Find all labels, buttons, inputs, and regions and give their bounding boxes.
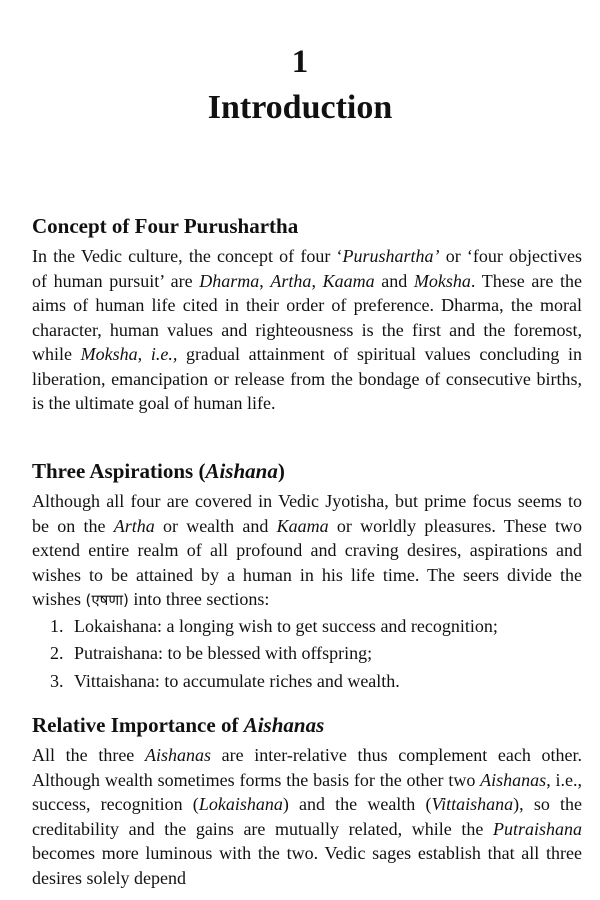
section-heading: Relative Importance of Aishanas — [32, 713, 325, 737]
italic-term: Putraishana — [492, 818, 582, 839]
italic-term: Artha — [270, 270, 312, 291]
italic-term: Kaama — [322, 270, 375, 291]
italic-term: Dharma — [199, 270, 260, 291]
italic-term: Vittaishana — [431, 794, 514, 814]
italic-term: Moksha — [413, 270, 471, 291]
list-item: 3. Vittaishana: to accumulate riches and wealth. — [50, 670, 400, 691]
chapter-title: Introduction — [207, 89, 393, 126]
italic-term: Kaama — [276, 515, 329, 536]
italic-term: Moksha, i.e., — [80, 344, 178, 364]
italic-term: Purushartha’ — [342, 246, 440, 266]
sanskrit-term: (एषणा) — [85, 591, 129, 609]
italic-term: Aishanas — [243, 713, 325, 737]
section-paragraph: In the Vedic culture, the concept of four ‘Purushartha’ or ‘four objectives of human pursuit’ are Dharma, Artha, Kaama and Moksha. These are the aims of human life cited in their order of preference. Dharma, the moral character, human values and righteousness is the first and the foremost, while Moksha, i.e., gradual attainment of spiritual values concluding in liberation, emancipation or release from the bondage of consecutive births, is the ultimate goal of human life. — [32, 246, 583, 413]
section-paragraph: Although all four are covered in Vedic Jyotisha, but prime focus seems to be on the Artha or wealth and Kaama or worldly pleasures. These two extend entire realm of all profound and craving desires, aspirations and wishes to be attained by a human in his life time. The seers divide the wishes (एषणा) into three sections: — [32, 491, 582, 609]
section-three-aspirations — [32, 457, 582, 695]
italic-term: Aishanas — [144, 745, 211, 765]
italic-term: Artha — [113, 515, 155, 536]
italic-term: Lokaishana — [198, 794, 283, 814]
section-four-purushartha — [32, 212, 582, 416]
list-item: 1. Lokaishana: a longing wish to get success and recognition; — [50, 615, 498, 636]
section-heading: Three Aspirations (Aishana) — [32, 459, 285, 483]
section-heading: Concept of Four Purushartha — [32, 214, 299, 238]
list-item: 2. Putraishana: to be blessed with offspring; — [50, 643, 373, 663]
aishana-list — [32, 613, 582, 696]
chapter-number: 1 — [291, 44, 309, 80]
section-relative-importance — [32, 711, 582, 890]
section-paragraph: All the three Aishanas are inter-relative thus complement each other. Although wealth sometimes forms the basis for the other two Aishanas, i.e., success, recognition (Lokaishana) and the wealth (Vittaishana), so the creditability and the gains are mutually related, while the Putraishana becomes more luminous with the two. Vedic sages establish that all three desires solely depend — [32, 745, 583, 888]
italic-term: Aishanas — [480, 769, 547, 790]
italic-term: Aishana — [205, 459, 278, 483]
